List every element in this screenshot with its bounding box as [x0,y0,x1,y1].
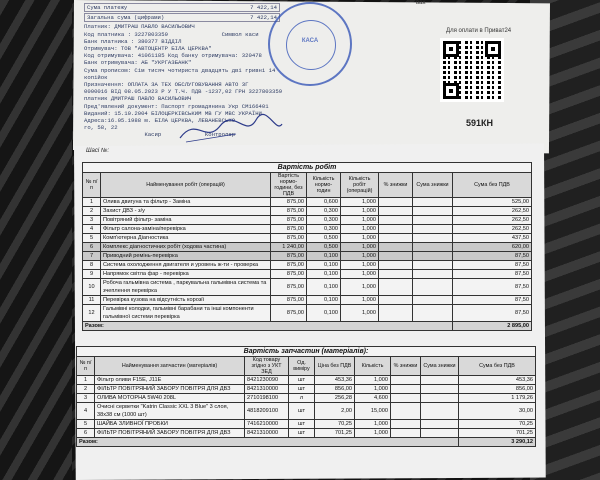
works-row-cell: 262,50 [453,207,532,216]
works-row-cell [379,261,413,270]
cash-symbol-label: Символ каси [221,30,259,38]
works-row-cell [413,261,453,270]
works-row-cell: 1,000 [341,198,379,207]
works-row-cell: 11 [83,296,101,305]
works-row [83,252,532,261]
parts-header: Од. виміру [289,357,315,376]
payment-amount: 7 422,14 [250,4,277,11]
parts-table [76,346,536,447]
parts-caption: Вартість запчастин (матеріалів): [77,347,536,357]
works-row [83,270,532,279]
works-row [83,279,532,296]
works-row-cell: 10 [83,279,101,296]
parts-row-cell [391,376,421,385]
parts-header: Сума без ПДВ [459,357,536,376]
bank-stamp [268,2,352,86]
works-row-cell [379,243,413,252]
works-header: Вартість нормо-години, без ПДВ [271,173,307,198]
parts-row-cell: 2,00 [315,403,355,420]
parts-row-cell: 701,25 [315,429,355,438]
works-row-cell [413,234,453,243]
works-row-cell: 87,50 [453,252,532,261]
works-row-cell: 620,00 [453,243,532,252]
parts-row-cell: 3 [77,394,95,403]
qr-finder-top-right [485,41,501,57]
works-row-cell: Приводний ремінь-перевірка [101,252,271,261]
works-row-cell: 875,00 [271,296,307,305]
corner-text-fragment: вах [416,0,426,6]
parts-row [77,420,536,429]
parts-row-cell: Фільтр оливи F15E, J11E [95,376,245,385]
works-row-cell: 875,00 [271,261,307,270]
works-row-cell [379,216,413,225]
parts-row-cell: 15,000 [355,403,391,420]
parts-row-cell [421,394,459,403]
works-row-cell: 87,50 [453,296,532,305]
works-row-cell [379,234,413,243]
receipt-line: Адреса:16.05.1988 м. БІЛА ЦЕРКВА, ЛЕВАНЕВСЬКО [84,117,236,125]
works-row-cell: 262,50 [453,225,532,234]
signature-scribble [176,108,286,148]
parts-header-row [77,357,536,376]
works-row-cell: 1,000 [341,270,379,279]
works-row-cell: 0,300 [307,207,341,216]
works-row-cell [413,252,453,261]
parts-row-cell: 256,28 [315,394,355,403]
parts-row-cell: ШАЙБА ЗЛИВНОЇ ПРОБКИ [95,420,245,429]
works-row-cell: 875,00 [271,270,307,279]
works-row-cell: 1,000 [341,216,379,225]
works-row-cell: 87,50 [453,305,532,322]
payment-amount-box [84,3,280,12]
works-row-cell: 875,00 [271,216,307,225]
works-row-cell: 0,500 [307,234,341,243]
parts-row-cell: 856,00 [459,385,536,394]
works-row-cell [379,252,413,261]
parts-row-cell: 2710198100 [245,394,289,403]
parts-row-cell: 70,25 [315,420,355,429]
works-row-cell: 12 [83,305,101,322]
parts-total-row [77,438,536,447]
works-total: 2 895,00 [453,322,532,331]
works-row-cell [413,270,453,279]
works-row-cell: 9 [83,270,101,279]
works-row-cell: Система охолодження двигателя и уровень ж-ти - проверка [101,261,271,270]
background-left-edge [0,0,72,480]
works-row-cell: Гальмівні колодки, гальмівні барабани та інші компоненти гальмівної системи перевірка [101,305,271,322]
works-header: Сума знижки [413,173,453,198]
works-row-cell: 437,50 [453,234,532,243]
works-row-cell: 0,300 [307,216,341,225]
works-row-cell: Перевірка кузова на відсутність корозії [101,296,271,305]
works-row-cell [413,296,453,305]
works-row [83,216,532,225]
parts-row [77,376,536,385]
works-row-cell: 7 [83,252,101,261]
receipt-line: Банк отримувача: АБ "УКРГАЗБАНК" [84,59,192,67]
parts-header: Сума знижки [421,357,459,376]
works-row-cell: Олива двигуна та фільтр - Заміна [101,198,271,207]
parts-row-cell: шт [289,403,315,420]
works-header: % знижки [379,173,413,198]
works-row-cell: 1,000 [341,296,379,305]
parts-row-cell: шт [289,385,315,394]
works-row-cell: Напрямок світла фар - перевірка [101,270,271,279]
receipt-line: Код отримувача: 41061185 Код банку отримувача: 320478 [84,52,262,60]
works-row-cell [413,243,453,252]
works-row-cell: 875,00 [271,279,307,296]
parts-row [77,429,536,438]
works-row-cell [413,216,453,225]
qr-caption: Для оплати в Приват24 [446,28,512,34]
parts-row-cell [421,429,459,438]
works-row [83,305,532,322]
parts-row-cell [391,403,421,420]
works-row-cell: 8 [83,261,101,270]
parts-row-cell: 6 [77,429,95,438]
works-row-cell: 525,00 [453,198,532,207]
works-row-cell: 0,100 [307,270,341,279]
works-row-cell: 875,00 [271,225,307,234]
parts-total: 3 290,12 [459,438,536,447]
works-row-cell [379,279,413,296]
parts-row-cell [421,376,459,385]
parts-row-cell: ФІЛЬТР ПОВІТРЯНИЙ ЗАБОРУ ПОВІТРЯ ДЛЯ ДВЗ [95,385,245,394]
works-row-cell: Повітряний фільтр- заміна [101,216,271,225]
parts-header: Ціна без ПДВ [315,357,355,376]
works-header-row [83,173,532,198]
parts-row-cell: 8421310000 [245,429,289,438]
parts-row-cell: 7416210000 [245,420,289,429]
works-row-cell: 0,500 [307,243,341,252]
works-row-cell: 6 [83,243,101,252]
parts-row-cell: 1,000 [355,429,391,438]
works-row-cell: 1,000 [341,279,379,296]
works-row-cell: Комплекс діагностичних робіт (ходова частина) [101,243,271,252]
works-row-cell [379,270,413,279]
works-row-cell: 0,100 [307,279,341,296]
parts-row-cell: 453,36 [315,376,355,385]
works-table [82,162,532,331]
works-row-cell [379,207,413,216]
receipt-line: Пред'явлений документ: Паспорт громадянина Укр СМ166401 [84,102,269,110]
works-row [83,261,532,270]
works-row-cell: 875,00 [271,305,307,322]
works-row-cell: 0,100 [307,305,341,322]
stamp-text: КАСА [301,38,319,44]
parts-row-cell: 856,00 [315,385,355,394]
works-row-cell: Фільтр салона-заміна/перевірка [101,225,271,234]
receipt-line: копійок [84,73,108,81]
parts-row-cell: 30,00 [459,403,536,420]
receipt-line: Отримувач: ТОВ "АВТОЦЕНТР БІЛА ЦЕРКВА" [84,45,212,53]
parts-row-cell: 1,000 [355,420,391,429]
works-row [83,198,532,207]
works-row-cell: Захист ДВЗ - з/у [101,207,271,216]
works-total-label: Разом: [83,322,453,331]
parts-row-cell [421,385,459,394]
parts-header: Кількість [355,357,391,376]
receipt-line: го, 58, 22 [84,124,118,132]
receipt-line: Платник: ДМИТРАШ ПАВЛО ВАСИЛЬОВИЧ [84,23,195,31]
works-row-cell: 875,00 [271,252,307,261]
works-row-cell: 1 [83,198,101,207]
parts-row [77,403,536,420]
qr-finder-top-left [443,41,459,57]
parts-row-cell: 1,000 [355,376,391,385]
parts-row-cell: 1,000 [355,385,391,394]
works-row-cell [413,305,453,322]
receipt-line: Виданий: 15.10.2004 БІЛОЦЕРКІВСЬКИМ МВ ГУ МВС УКРАЇНИ [84,109,262,117]
parts-row-cell: ОЛИВА МОТОРНА 5W40 208L [95,394,245,403]
works-header: Найменування робіт (операцій) [101,173,271,198]
works-row-cell: 1,000 [341,243,379,252]
parts-row-cell [391,429,421,438]
parts-row-cell [421,403,459,420]
receipt-line: Банк платника : 380377 ВІДДІЛ [84,37,182,45]
parts-row-cell: 8421230090 [245,376,289,385]
works-row-cell: 4 [83,225,101,234]
works-row-cell: 0,300 [307,225,341,234]
works-row-cell [379,296,413,305]
works-row-cell: 0,600 [307,198,341,207]
parts-header: Найменування запчастин (матеріалів) [95,357,245,376]
works-row-cell: 1,000 [341,225,379,234]
works-row-cell: Комп'ютерна Діагностика [101,234,271,243]
parts-row-cell [391,385,421,394]
works-row-cell: 1,000 [341,261,379,270]
parts-row-cell: 70,25 [459,420,536,429]
receipt-line: Призначення: ОПЛАТА ЗА ТЕХ ОБСЛУГОВУВАННЯ АВТО ЗГ [84,81,249,89]
works-row-cell: 87,50 [453,261,532,270]
works-row-cell: 87,50 [453,270,532,279]
works-header: № п/п [83,173,101,198]
parts-row-cell: 453,36 [459,376,536,385]
parts-row-cell: 4818209100 [245,403,289,420]
works-row-cell [413,225,453,234]
works-row-cell: 0,100 [307,252,341,261]
works-row-cell [413,279,453,296]
works-row-cell: 0,100 [307,296,341,305]
parts-row-cell: шт [289,420,315,429]
parts-header: № п/п [77,357,95,376]
parts-row-cell: 1 [77,376,95,385]
qr-code-icon[interactable] [440,38,504,102]
total-amount-box [84,13,280,22]
total-amount: 7 422,14 [250,14,277,22]
works-row-cell [379,225,413,234]
works-row-cell: 875,00 [271,198,307,207]
parts-total-label: Разом: [77,438,459,447]
parts-row-cell: 1 179,26 [459,394,536,403]
works-row-cell [413,198,453,207]
parts-row-cell: ФІЛЬТР ПОВІТРЯНИЙ ЗАБОРУ ПОВІТРЯ ДЛЯ ДВЗ [95,429,245,438]
qr-finder-bottom-left [443,83,459,99]
works-row-cell: 87,50 [453,279,532,296]
works-row-cell: 2 [83,207,101,216]
controller-label: Контролер [204,131,236,139]
receipt-line: платник ДМИТРАШ ПАВЛО ВАСИЛЬОВИЧ [84,95,192,103]
works-row-cell: 0,100 [307,261,341,270]
payment-amount-label: Сума платежу [87,4,128,11]
works-row-cell [379,305,413,322]
works-row-cell: 1,000 [341,234,379,243]
parts-row-cell: шт [289,429,315,438]
parts-row-cell [421,420,459,429]
works-caption: Вартість робіт [83,163,532,173]
works-row [83,243,532,252]
vin-label: Шасі №: [86,148,110,154]
parts-row-cell [391,420,421,429]
works-row-cell: 3 [83,216,101,225]
parts-row-cell: л [289,394,315,403]
parts-header: % знижки [391,357,421,376]
works-row-cell: 1,000 [341,252,379,261]
works-row [83,296,532,305]
works-row-cell: 262,50 [453,216,532,225]
total-amount-label: Загальна сума (цифрами) [87,14,165,22]
works-row-cell [379,198,413,207]
parts-row-cell [391,394,421,403]
parts-row-cell: 8421310000 [245,385,289,394]
works-row-cell [413,207,453,216]
works-row [83,225,532,234]
works-row-cell: 1 240,00 [271,243,307,252]
works-row-cell: 1,000 [341,207,379,216]
parts-row-cell: 4 [77,403,95,420]
parts-header: Код товару згідно з УКТ ЗЕД [245,357,289,376]
works-row [83,234,532,243]
works-row-cell: 875,00 [271,234,307,243]
receipt-line: 0000016 ВІД 08.05.2023 Р У Т.Ч. ПДВ -1237,02 ГРН 3227803359 [84,88,283,96]
parts-row [77,385,536,394]
parts-row-cell: 2 [77,385,95,394]
plate-number-fragment: 591КН [466,118,494,128]
works-header: Кількість робіт (операцій) [341,173,379,198]
cashier-label: Касир [144,131,162,139]
works-row-cell: 5 [83,234,101,243]
works-row-cell: 1,000 [341,305,379,322]
parts-row-cell: 4,600 [355,394,391,403]
receipt-line: Сума прописом: Сім тисяч чотириста двадцять дві гривні 14 [84,66,276,74]
works-total-row [83,322,532,331]
parts-row-cell: 5 [77,420,95,429]
works-header: Сума без ПДВ [453,173,532,198]
works-row [83,207,532,216]
works-header: Кількість нормо-годин [307,173,341,198]
parts-row-cell: 701,25 [459,429,536,438]
works-row-cell: 875,00 [271,207,307,216]
parts-row [77,394,536,403]
parts-row-cell: шт [289,376,315,385]
parts-row-cell: Очисні серветки "Katrin Classic XXL 3 Blue" 3 слоя, 38x38 см (1000 шт) [95,403,245,420]
works-row-cell: Робоча гальмівна система , паркувальна гальмівна система та зчеплення перевірка [101,279,271,296]
payer-code: Код платника : 3227803359 [84,30,168,38]
